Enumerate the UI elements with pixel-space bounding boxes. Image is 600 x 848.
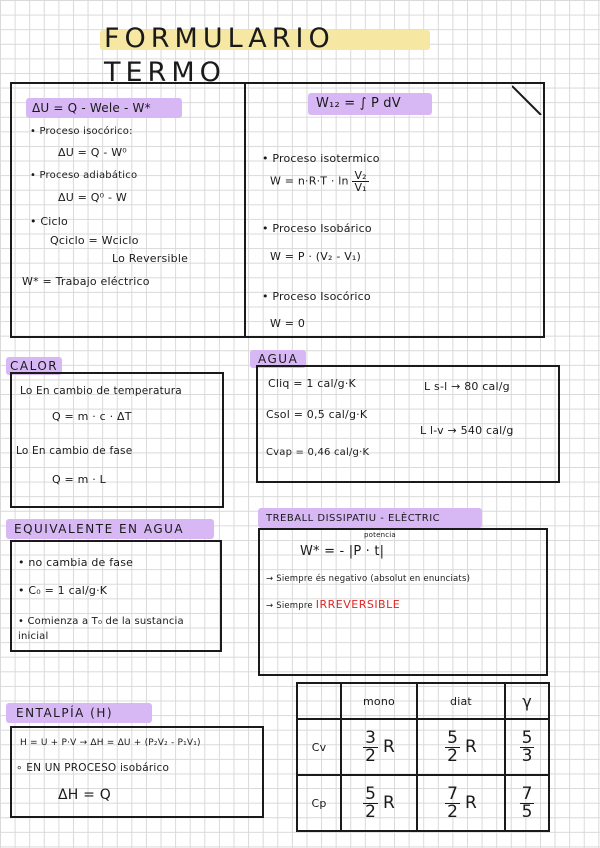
- column-divider: [244, 82, 246, 338]
- cp-diat-cell: [417, 775, 505, 831]
- entalpia-line-2: ∘ EN UN PROCESO isobárico: [16, 762, 170, 774]
- w-star-definition: W* = Trabajo eléctrico: [22, 275, 150, 288]
- cv-gamma-fraction: [520, 727, 535, 766]
- cp-gamma-num: 7: [521, 783, 533, 804]
- isochoric-work-label: • Proceso Isocórico: [262, 290, 371, 303]
- potencia-note: potencia: [364, 531, 396, 539]
- latent-liquid-vapor: L l-v → 540 cal/g: [420, 424, 514, 437]
- cp-gamma-den: 5: [521, 801, 533, 822]
- cv-gamma-num: 5: [521, 727, 533, 748]
- treball-label: TREBALL DISSIPATIU - ELÈCTRIC: [266, 513, 441, 524]
- table-row: [297, 775, 549, 831]
- calor-label: CALOR: [10, 359, 59, 373]
- temp-change-label: Lo En cambio de temperatura: [20, 385, 182, 397]
- row-label-cv: Cv: [297, 719, 341, 775]
- entalpia-formula: H = U + P·V → ΔH = ΔU + (P₂V₂ - P₁V₁): [20, 738, 201, 748]
- equivalente-item-3: • Comienza a T₀ de la sustancia inicial: [18, 616, 184, 642]
- table-header-gamma: γ: [505, 683, 549, 719]
- adiabatic-label: • Proceso adiabático: [30, 170, 138, 181]
- cp-mono-fraction: [363, 783, 378, 822]
- equivalente-item-1: • no cambia de fase: [18, 556, 134, 569]
- cp-gamma-fraction: [520, 783, 535, 822]
- cv-mono-den: 2: [365, 745, 376, 766]
- cp-diat-den: 2: [447, 801, 458, 822]
- c-liquid: Cliq = 1 cal/g·K: [268, 377, 356, 390]
- entalpia-label: ENTALPÍA (H): [16, 706, 114, 720]
- equivalente-item-2: • C₀ = 1 cal/g·K: [18, 584, 108, 597]
- isothermal-denominator: V₁: [354, 181, 367, 194]
- treball-line-2: [266, 598, 400, 611]
- table-header-mono: mono: [341, 683, 417, 719]
- table-header-diat: diat: [417, 683, 505, 719]
- cp-diat-fraction: [445, 783, 460, 822]
- treball-formula: W* = - |P · t|: [300, 544, 385, 559]
- isothermal-numerator: V₂: [354, 169, 367, 182]
- treball-line-2-prefix: → Siempre: [266, 601, 313, 611]
- latent-solid-liquid: L s-l → 80 cal/g: [424, 380, 510, 393]
- cp-gamma-cell: [505, 775, 549, 831]
- cycle-label: • Ciclo: [30, 215, 68, 228]
- first-law-formula: ΔU = Q - Wele - W*: [32, 101, 151, 115]
- reversible-note: Lo Reversible: [112, 252, 189, 265]
- cp-mono-cell: [341, 775, 417, 831]
- cv-mono-cell: [341, 719, 417, 775]
- entalpia-line-3: ΔH = Q: [58, 787, 111, 803]
- cv-diat-r: R: [465, 736, 477, 757]
- isothermal-eq-left: W = n·R·T · ln: [270, 174, 349, 188]
- cv-diat-num: 5: [447, 727, 458, 748]
- row-label-cp: Cp: [297, 775, 341, 831]
- cv-gamma-den: 3: [521, 745, 533, 766]
- isothermal-fraction: [352, 170, 368, 193]
- agua-label: AGUA: [258, 352, 299, 366]
- cp-mono-r: R: [383, 792, 395, 813]
- isothermal-label: • Proceso isotermico: [262, 152, 380, 165]
- equivalente-label: EQUIVALENTE EN AGUA: [14, 522, 185, 536]
- isobaric-equation: W = P · (V₂ - V₁): [270, 250, 362, 263]
- cv-mono-r: R: [383, 736, 395, 757]
- work-formula: W₁₂ = ∫ P dV: [316, 96, 401, 111]
- irreversible-text: IRREVERSIBLE: [315, 598, 401, 611]
- cp-diat-r: R: [465, 792, 477, 813]
- isochoric-label: • Proceso isocórico:: [30, 126, 133, 137]
- c-vapor: Cvap = 0,46 cal/g·K: [266, 447, 370, 458]
- temp-change-equation: Q = m · c · ΔT: [52, 410, 132, 423]
- isochoric-equation: ΔU = Q - W⁰: [58, 146, 127, 159]
- cp-mono-num: 5: [365, 783, 376, 804]
- cv-mono-fraction: [363, 727, 378, 766]
- table-row: [297, 719, 549, 775]
- folded-corner-icon: [512, 84, 543, 115]
- cv-diat-cell: [417, 719, 505, 775]
- cv-mono-num: 3: [365, 727, 376, 748]
- cv-gamma-cell: [505, 719, 549, 775]
- phase-change-label: Lo En cambio de fase: [16, 445, 133, 457]
- isobaric-label: • Proceso Isobárico: [262, 222, 372, 235]
- treball-line-1: → Siempre és negativo (absolut en enunciats): [266, 574, 471, 584]
- phase-change-equation: Q = m · L: [52, 473, 107, 486]
- c-solid: Csol = 0,5 cal/g·K: [266, 408, 368, 421]
- cp-mono-den: 2: [365, 801, 376, 822]
- cv-diat-fraction: [445, 727, 460, 766]
- cycle-equation: Qciclo = Wciclo: [50, 234, 139, 247]
- cp-diat-num: 7: [447, 783, 458, 804]
- heat-capacity-table: [296, 682, 550, 832]
- page-title: FORMULARIO TERMO: [104, 23, 335, 88]
- isochoric-work-equation: W = 0: [270, 317, 306, 330]
- table-header-row: [297, 683, 549, 719]
- cv-diat-den: 2: [447, 745, 458, 766]
- isothermal-equation: [270, 170, 369, 193]
- adiabatic-equation: ΔU = Q⁰ - W: [58, 191, 127, 204]
- table-header-empty: [297, 683, 341, 719]
